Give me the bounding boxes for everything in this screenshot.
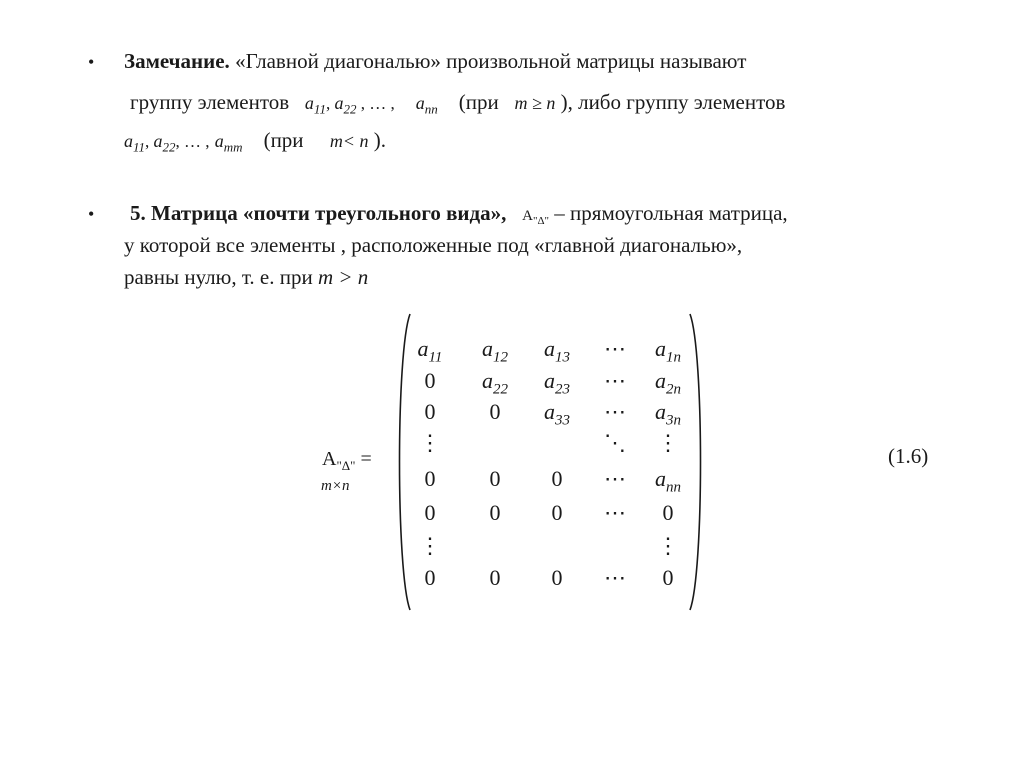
note-line3-end: ). (373, 128, 386, 152)
note-line2-pri: (при (458, 90, 499, 114)
condition-m-lt-n: m< n (329, 131, 369, 151)
note-title: Замечание. (124, 49, 230, 73)
bullet-item5: • (88, 204, 95, 224)
matrix-cell-r3-c5: $a_{3n}$ (655, 399, 681, 429)
amm-symbol: $a_{mm}$ (214, 131, 243, 155)
note-line2-end: ), либо группу элементов (560, 90, 786, 114)
matrix-cell-r8-c3: 0 (551, 565, 563, 590)
matrix-cell-r5-c5: $a_{nn}$ (655, 466, 681, 496)
condition-m-ge-n: m ≥ n (514, 93, 556, 113)
matrix-cell-r2-c3: $a_{23}$ (544, 368, 570, 398)
matrix-cell-r4-c4: ⋱ (604, 430, 626, 455)
matrix-cell-r6-c3: 0 (551, 500, 563, 525)
dots-2: , … , (175, 132, 210, 151)
matrix-cell-r1-c2: $a_{12}$ (482, 336, 508, 366)
comma: , (325, 94, 335, 113)
dots: , … , (356, 94, 395, 113)
matrix-cell-r6-c5: 0 (662, 500, 674, 525)
note-line1-text: «Главной диагональю» произвольной матрицы называют (235, 49, 747, 73)
matrix-cell-r7-c1: ⋮ (419, 533, 441, 558)
note-line2-start: группу элементов (130, 90, 290, 114)
matrix-cell-r1-c5: $a_{1n}$ (655, 336, 681, 366)
bullet-note: • (88, 52, 95, 72)
matrix-cell-r1-c3: $a_{13}$ (544, 336, 570, 366)
a11-symbol-2: $a_{11}$ (124, 131, 146, 155)
matrix-cell-r2-c2: $a_{22}$ (482, 368, 508, 398)
item5-line-3 (124, 265, 368, 290)
note-line-3: $a_{11}$, $a_{22}$, … , $a_{mm}$ (при m< n ). (124, 128, 386, 155)
matrix-cell-r8-c1: 0 (424, 565, 436, 590)
matrix-cell-r3-c1: 0 (424, 399, 436, 424)
matrix-cell-r5-c3: 0 (551, 466, 563, 491)
matrix-cell-r2-c5: $a_{2n}$ (655, 368, 681, 398)
item5-title: 5. Матрица «почти треугольного вида», (130, 201, 507, 225)
note-line-2 (130, 90, 785, 118)
item5-line-1 (130, 201, 788, 227)
note-line3-pri: (при (263, 128, 304, 152)
lhs-sub: "Δ" (336, 458, 356, 473)
lhs-dimension: m×n (321, 478, 350, 494)
matrix-cell-r6-c1: 0 (424, 500, 436, 525)
matrix-cell-r6-c4: ⋯ (604, 500, 626, 525)
lhs-symbol: A (322, 448, 337, 470)
a22-symbol: $a_{22}$ (334, 93, 357, 117)
condition-m-gt-n: m > n (317, 265, 369, 289)
matrix-cell-r1-c1: $a_{11}$ (417, 336, 443, 366)
matrix-cell-r3-c2: 0 (489, 399, 501, 424)
equals-sign: = (360, 448, 372, 470)
matrix-cell-r4-c5: ⋮ (657, 430, 679, 455)
matrix-cell-r8-c5: 0 (662, 565, 674, 590)
matrix-cell-r6-c2: 0 (489, 500, 501, 525)
ann-symbol: $a_{nn}$ (415, 93, 438, 117)
item5-line1-end: – прямоугольная матрица, (554, 201, 788, 225)
equation-lhs (322, 448, 372, 474)
matrix-cell-r5-c4: ⋯ (604, 466, 626, 491)
a11-symbol: $a_{11}$ (304, 93, 326, 117)
a22-symbol-2: $a_{22}$ (153, 131, 176, 155)
matrix-cell-r8-c4: ⋯ (604, 565, 626, 590)
matrix-cell-r2-c4: ⋯ (604, 368, 626, 393)
matrix-cell-r8-c2: 0 (489, 565, 501, 590)
note-line-1 (124, 49, 746, 74)
matrix-cell-r5-c1: 0 (424, 466, 436, 491)
matrix-cell-r1-c4: ⋯ (604, 336, 626, 361)
matrix-cell-r3-c3: $a_{33}$ (544, 399, 570, 429)
a-delta-symbol: $A_{"\Delta"}$ (522, 208, 550, 227)
matrix-cell-r5-c2: 0 (489, 466, 501, 491)
matrix-cell-r4-c1: ⋮ (419, 430, 441, 455)
matrix-cell-r7-c5: ⋮ (657, 533, 679, 558)
item5-line3-start: равны нулю, т. е. при (124, 265, 313, 289)
matrix-cell-r3-c4: ⋯ (604, 399, 626, 424)
item5-line-2: у которой все элементы , расположенные под «главной диагональю», (124, 233, 743, 257)
matrix-cell-r2-c1: 0 (424, 368, 436, 393)
equation-number: (1.6) (888, 444, 929, 468)
